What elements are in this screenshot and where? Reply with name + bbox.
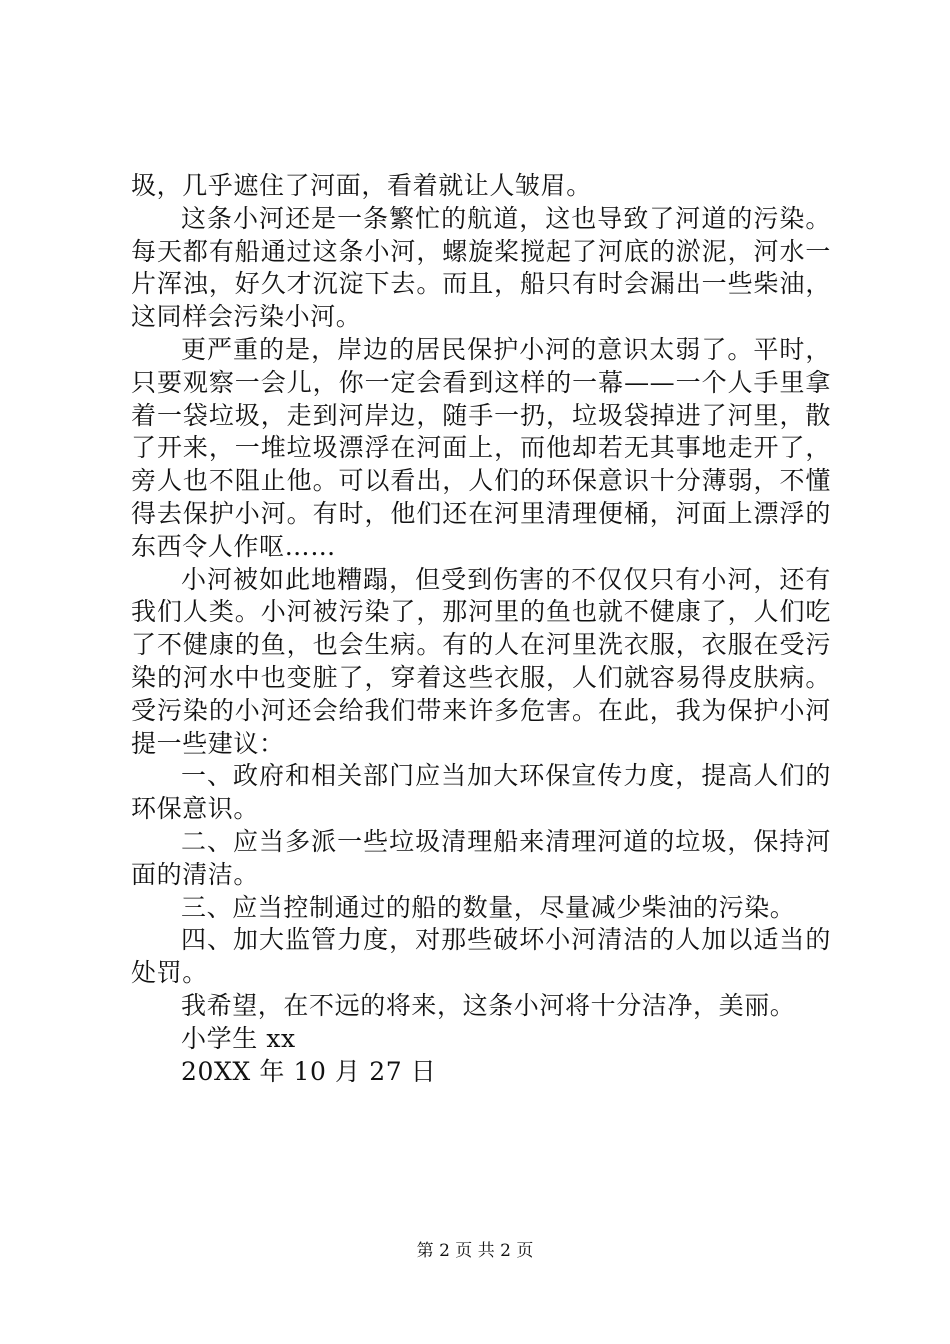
suggestion-4: 四、加大监管力度，对那些破坏小河清洁的人加以适当的处罚。 bbox=[131, 925, 831, 988]
paragraph-continuation: 圾，几乎遮住了河面，看着就让人皱眉。 bbox=[131, 171, 592, 200]
suggestion-1: 一、政府和相关部门应当加大环保宣传力度，提高人们的环保意识。 bbox=[131, 761, 831, 824]
page-number-footer: 第 2 页 共 2 页 bbox=[416, 1241, 534, 1261]
closing-wish: 我希望，在不远的将来，这条小河将十分洁净，美丽。 bbox=[181, 990, 796, 1020]
suggestion-3: 三、应当控制通过的船的数量，尽量减少柴油的污染。 bbox=[181, 892, 796, 922]
paragraph-harm-to-humans: 小河被如此地糟蹋，但受到伤害的不仅仅只有小河，还有我们人类。小河被污染了，那河里的鱼也就不健康了，人们吃了不健康的鱼，也会生病。有的人在河里洗衣服，衣服在受污染的河水中也变脏了，穿着这些衣服，人们就容易得皮肤病。受污染的小河还会给我们带来许多危害。在此，我为保护小河提一些建议： bbox=[131, 564, 831, 758]
signature-date: 20XX 年 10 月 27 日 bbox=[181, 1056, 437, 1086]
paragraph-residents-awareness: 更严重的是，岸边的居民保护小河的意识太弱了。平时，只要观察一会儿，你一定会看到这样的一幕——一个人手里拿着一袋垃圾，走到河岸边，随手一扔，垃圾袋掉进了河里，散了开来，一堆垃圾漂浮在河面上，而他却若无其事地走开了，旁人也不阻止他。可以看出，人们的环保意识十分薄弱，不懂得去保护小河。有时，他们还在河里清理便桶，河面上漂浮的东西令人作呕…… bbox=[131, 334, 831, 561]
document-body bbox=[131, 170, 831, 1088]
signature-author: 小学生 xx bbox=[181, 1023, 296, 1053]
suggestion-2: 二、应当多派一些垃圾清理船来清理河道的垃圾，保持河面的清洁。 bbox=[131, 826, 831, 889]
paragraph-shipping-pollution: 这条小河还是一条繁忙的航道，这也导致了河道的污染。每天都有船通过这条小河，螺旋桨搅起了河底的淤泥，河水一片浑浊，好久才沉淀下去。而且，船只有时会漏出一些柴油，这同样会污染小河。 bbox=[131, 203, 831, 332]
